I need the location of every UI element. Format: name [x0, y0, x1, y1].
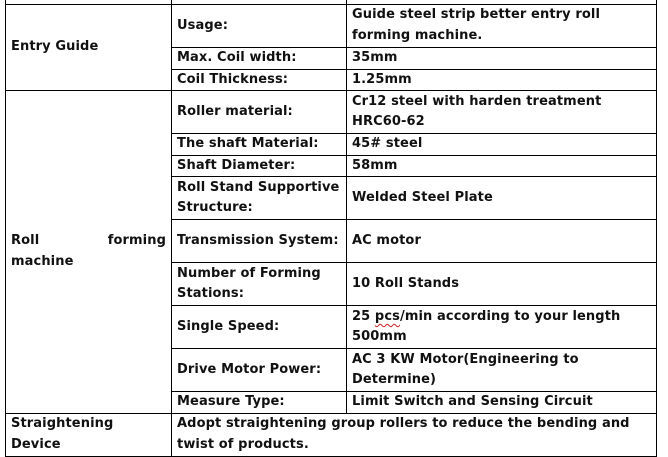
spec-key: Coil Thickness:: [172, 69, 347, 91]
spec-key: The shaft Material:: [172, 134, 347, 156]
spellcheck-word: pcs: [374, 308, 400, 324]
table-row: [6, 5, 657, 48]
table-row: [6, 413, 657, 456]
speed-value-pre: 25: [352, 308, 375, 324]
spec-key: Measure Type:: [172, 392, 347, 414]
spec-key: Shaft Diameter:: [172, 155, 347, 177]
spec-key: Drive Motor Power:: [172, 349, 347, 392]
table-row: [6, 91, 657, 134]
category-straightening: Straightening Device: [6, 413, 172, 456]
spec-value: AC 3 KW Motor(Engineering to Determine): [347, 349, 657, 392]
spec-value: Limit Switch and Sensing Circuit: [347, 392, 657, 414]
spec-value: 1.25mm: [347, 69, 657, 91]
spec-value: 58mm: [347, 155, 657, 177]
spec-key: Roll Stand Supportive Structure:: [172, 177, 347, 220]
spec-value-wide: Adopt straightening group rollers to reduce the bending and twist of products.: [172, 413, 657, 456]
spec-key: Single Speed:: [172, 306, 347, 349]
spec-value: [347, 306, 657, 349]
spec-table: [5, 0, 657, 457]
spec-key: Roller material:: [172, 91, 347, 134]
category-word: Roll: [11, 233, 40, 249]
spec-value: Guide steel strip better entry roll forming machine.: [347, 5, 657, 48]
speed-value-post: /min according to your length 500mm: [352, 308, 621, 345]
spec-value: 10 Roll Stands: [347, 263, 657, 306]
category-word: forming: [107, 233, 166, 249]
spec-value: 45# steel: [347, 134, 657, 156]
spec-key: Transmission System:: [172, 220, 347, 263]
spec-key: Usage:: [172, 5, 347, 48]
spec-value: 35mm: [347, 48, 657, 70]
spec-value: Cr12 steel with harden treatment HRC60-62: [347, 91, 657, 134]
spec-value: AC motor: [347, 220, 657, 263]
spec-value: Welded Steel Plate: [347, 177, 657, 220]
category-entry-guide: Entry Guide: [6, 5, 172, 91]
category-roll-forming: [6, 91, 172, 414]
category-word: machine: [11, 254, 74, 270]
spec-key: Max. Coil width:: [172, 48, 347, 70]
category-label-line: [11, 231, 166, 252]
spec-key: Number of Forming Stations:: [172, 263, 347, 306]
